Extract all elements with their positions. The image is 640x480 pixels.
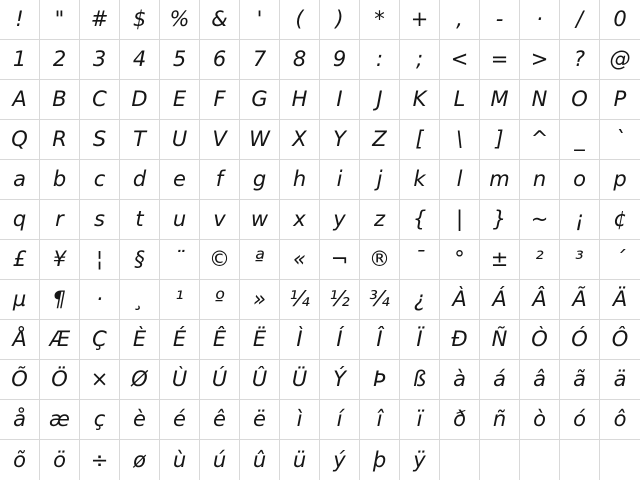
glyph-cell: *: [360, 0, 400, 40]
glyph-cell: ¿: [400, 280, 440, 320]
glyph-cell: ¥: [40, 240, 80, 280]
glyph-cell: K: [400, 80, 440, 120]
glyph-cell: -: [480, 0, 520, 40]
glyph-cell: c: [80, 160, 120, 200]
glyph-cell-empty: [600, 440, 640, 480]
glyph-cell: Ô: [600, 320, 640, 360]
glyph-cell: ÷: [80, 440, 120, 480]
glyph-cell: Â: [520, 280, 560, 320]
glyph-cell: d: [120, 160, 160, 200]
glyph-cell: ]: [480, 120, 520, 160]
glyph-cell: f: [200, 160, 240, 200]
glyph-cell: %: [160, 0, 200, 40]
glyph-cell: #: [80, 0, 120, 40]
glyph-cell: p: [600, 160, 640, 200]
glyph-cell: ó: [560, 400, 600, 440]
glyph-cell: ñ: [480, 400, 520, 440]
glyph-cell: t: [120, 200, 160, 240]
glyph-cell: ·: [520, 0, 560, 40]
glyph-cell: â: [520, 360, 560, 400]
glyph-cell: ¯: [400, 240, 440, 280]
glyph-cell: ø: [120, 440, 160, 480]
glyph-cell: õ: [0, 440, 40, 480]
glyph-cell: ^: [520, 120, 560, 160]
glyph-cell: ~: [520, 200, 560, 240]
glyph-cell: ?: [560, 40, 600, 80]
glyph-cell: ð: [440, 400, 480, 440]
glyph-cell: Z: [360, 120, 400, 160]
glyph-cell: ü: [280, 440, 320, 480]
glyph-cell: ": [40, 0, 80, 40]
glyph-cell: Ý: [320, 360, 360, 400]
glyph-cell: ¢: [600, 200, 640, 240]
glyph-cell: 7: [240, 40, 280, 80]
glyph-cell-empty: [440, 440, 480, 480]
glyph-cell: b: [40, 160, 80, 200]
glyph-cell: ¦: [80, 240, 120, 280]
glyph-cell: i: [320, 160, 360, 200]
glyph-cell: m: [480, 160, 520, 200]
glyph-cell: ±: [480, 240, 520, 280]
glyph-cell-empty: [560, 440, 600, 480]
glyph-cell: ª: [240, 240, 280, 280]
glyph-cell: [: [400, 120, 440, 160]
glyph-cell: w: [240, 200, 280, 240]
glyph-cell: j: [360, 160, 400, 200]
glyph-cell: Ü: [280, 360, 320, 400]
glyph-cell: »: [240, 280, 280, 320]
glyph-cell: Ã: [560, 280, 600, 320]
glyph-cell: s: [80, 200, 120, 240]
glyph-cell: ë: [240, 400, 280, 440]
glyph-cell: É: [160, 320, 200, 360]
glyph-cell: 1: [0, 40, 40, 80]
glyph-cell: &: [200, 0, 240, 40]
glyph-cell: ç: [80, 400, 120, 440]
glyph-cell: ÿ: [400, 440, 440, 480]
glyph-cell: L: [440, 80, 480, 120]
glyph-cell: «: [280, 240, 320, 280]
glyph-cell: +: [400, 0, 440, 40]
glyph-cell: ö: [40, 440, 80, 480]
glyph-cell: £: [0, 240, 40, 280]
glyph-cell: Ë: [240, 320, 280, 360]
glyph-cell: |: [440, 200, 480, 240]
glyph-cell: º: [200, 280, 240, 320]
glyph-cell: Î: [360, 320, 400, 360]
glyph-cell: Ð: [440, 320, 480, 360]
glyph-cell: ©: [200, 240, 240, 280]
glyph-cell: 5: [160, 40, 200, 80]
glyph-cell: ï: [400, 400, 440, 440]
glyph-cell: a: [0, 160, 40, 200]
glyph-cell: ®: [360, 240, 400, 280]
glyph-cell: D: [120, 80, 160, 120]
glyph-cell: §: [120, 240, 160, 280]
glyph-cell: ú: [200, 440, 240, 480]
glyph-cell: Ñ: [480, 320, 520, 360]
glyph-cell: 3: [80, 40, 120, 80]
glyph-cell: e: [160, 160, 200, 200]
glyph-cell: Ú: [200, 360, 240, 400]
glyph-cell: Ø: [120, 360, 160, 400]
glyph-cell: z: [360, 200, 400, 240]
glyph-cell: Õ: [0, 360, 40, 400]
glyph-cell: o: [560, 160, 600, 200]
glyph-cell: 9: [320, 40, 360, 80]
glyph-cell: á: [480, 360, 520, 400]
glyph-cell: v: [200, 200, 240, 240]
glyph-cell: 8: [280, 40, 320, 80]
glyph-cell: °: [440, 240, 480, 280]
glyph-cell: Þ: [360, 360, 400, 400]
glyph-cell: H: [280, 80, 320, 120]
glyph-cell: Á: [480, 280, 520, 320]
glyph-cell: ¶: [40, 280, 80, 320]
glyph-cell: ¾: [360, 280, 400, 320]
glyph-cell: Ê: [200, 320, 240, 360]
glyph-cell: Ï: [400, 320, 440, 360]
glyph-cell: à: [440, 360, 480, 400]
glyph-cell: ×: [80, 360, 120, 400]
glyph-cell: G: [240, 80, 280, 120]
glyph-cell: !: [0, 0, 40, 40]
glyph-cell: ¨: [160, 240, 200, 280]
glyph-cell: ': [240, 0, 280, 40]
glyph-cell: =: [480, 40, 520, 80]
glyph-cell: C: [80, 80, 120, 120]
glyph-cell: 2: [40, 40, 80, 80]
glyph-cell: ß: [400, 360, 440, 400]
glyph-cell: T: [120, 120, 160, 160]
glyph-cell: å: [0, 400, 40, 440]
glyph-cell: O: [560, 80, 600, 120]
glyph-cell: ·: [80, 280, 120, 320]
glyph-cell: È: [120, 320, 160, 360]
glyph-cell: V: [200, 120, 240, 160]
glyph-cell: ã: [560, 360, 600, 400]
glyph-cell: Û: [240, 360, 280, 400]
glyph-cell: @: [600, 40, 640, 80]
glyph-cell: h: [280, 160, 320, 200]
glyph-cell: `: [600, 120, 640, 160]
glyph-cell: R: [40, 120, 80, 160]
glyph-cell: Ö: [40, 360, 80, 400]
glyph-cell: \: [440, 120, 480, 160]
glyph-cell: ù: [160, 440, 200, 480]
glyph-cell: ³: [560, 240, 600, 280]
glyph-cell: >: [520, 40, 560, 80]
glyph-cell: ´: [600, 240, 640, 280]
glyph-cell: û: [240, 440, 280, 480]
glyph-cell: W: [240, 120, 280, 160]
glyph-cell: M: [480, 80, 520, 120]
glyph-cell: ä: [600, 360, 640, 400]
glyph-cell: ): [320, 0, 360, 40]
glyph-cell: è: [120, 400, 160, 440]
glyph-cell: I: [320, 80, 360, 120]
glyph-cell: Ò: [520, 320, 560, 360]
glyph-cell: 6: [200, 40, 240, 80]
glyph-cell: l: [440, 160, 480, 200]
glyph-cell: Ì: [280, 320, 320, 360]
glyph-cell: B: [40, 80, 80, 120]
glyph-cell: (: [280, 0, 320, 40]
glyph-cell-empty: [480, 440, 520, 480]
glyph-cell: Å: [0, 320, 40, 360]
glyph-cell: <: [440, 40, 480, 80]
glyph-cell: Q: [0, 120, 40, 160]
glyph-cell: ¬: [320, 240, 360, 280]
glyph-cell: æ: [40, 400, 80, 440]
glyph-cell: Ä: [600, 280, 640, 320]
glyph-cell: À: [440, 280, 480, 320]
glyph-cell: ;: [400, 40, 440, 80]
glyph-cell: ý: [320, 440, 360, 480]
glyph-cell: $: [120, 0, 160, 40]
glyph-cell: ¹: [160, 280, 200, 320]
glyph-cell: ¸: [120, 280, 160, 320]
glyph-cell: X: [280, 120, 320, 160]
glyph-cell: Y: [320, 120, 360, 160]
glyph-cell: k: [400, 160, 440, 200]
glyph-cell: ì: [280, 400, 320, 440]
glyph-cell: q: [0, 200, 40, 240]
glyph-cell: í: [320, 400, 360, 440]
glyph-cell-empty: [520, 440, 560, 480]
glyph-cell: ò: [520, 400, 560, 440]
glyph-cell: 4: [120, 40, 160, 80]
glyph-cell: S: [80, 120, 120, 160]
glyph-cell: /: [560, 0, 600, 40]
glyph-cell: Ó: [560, 320, 600, 360]
glyph-cell: U: [160, 120, 200, 160]
glyph-cell: 0: [600, 0, 640, 40]
glyph-cell: x: [280, 200, 320, 240]
glyph-cell: P: [600, 80, 640, 120]
glyph-cell: é: [160, 400, 200, 440]
glyph-cell: :: [360, 40, 400, 80]
glyph-cell: F: [200, 80, 240, 120]
glyph-cell: Ç: [80, 320, 120, 360]
glyph-cell: u: [160, 200, 200, 240]
glyph-cell: A: [0, 80, 40, 120]
glyph-cell: }: [480, 200, 520, 240]
glyph-cell: Æ: [40, 320, 80, 360]
glyph-cell: Í: [320, 320, 360, 360]
glyph-cell: r: [40, 200, 80, 240]
glyph-cell: µ: [0, 280, 40, 320]
glyph-cell: ¼: [280, 280, 320, 320]
glyph-cell: ¡: [560, 200, 600, 240]
glyph-cell: _: [560, 120, 600, 160]
glyph-cell: ,: [440, 0, 480, 40]
glyph-cell: y: [320, 200, 360, 240]
glyph-cell: ê: [200, 400, 240, 440]
glyph-cell: {: [400, 200, 440, 240]
glyph-cell: N: [520, 80, 560, 120]
glyph-cell: Ù: [160, 360, 200, 400]
glyph-cell: ²: [520, 240, 560, 280]
glyph-cell: ô: [600, 400, 640, 440]
glyph-cell: J: [360, 80, 400, 120]
glyph-cell: þ: [360, 440, 400, 480]
glyph-cell: g: [240, 160, 280, 200]
glyph-cell: ½: [320, 280, 360, 320]
glyph-cell: E: [160, 80, 200, 120]
glyph-cell: n: [520, 160, 560, 200]
glyph-cell: î: [360, 400, 400, 440]
